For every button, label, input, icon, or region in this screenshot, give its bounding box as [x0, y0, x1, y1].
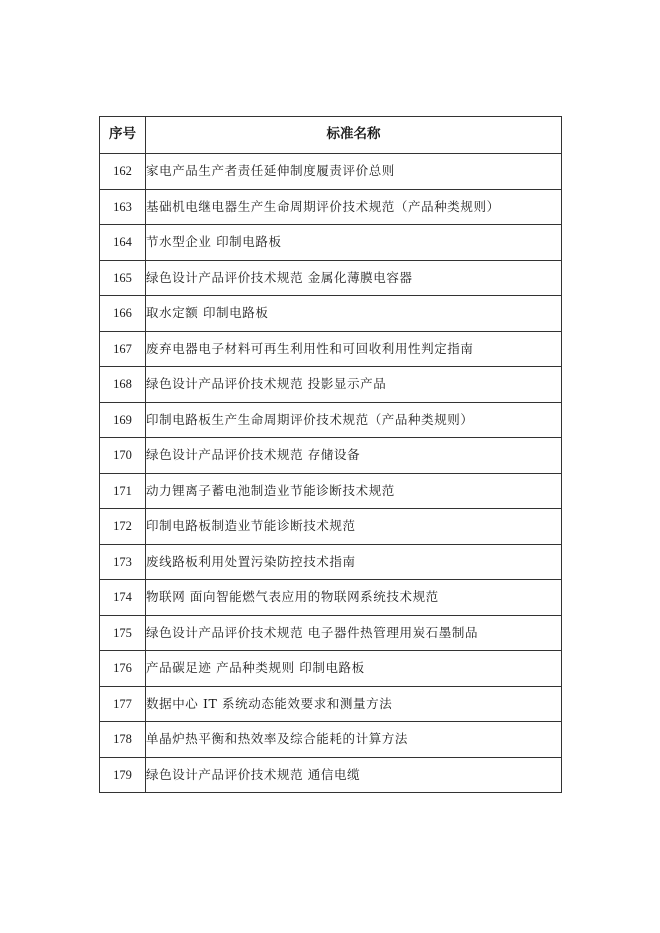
row-standard-name: 取水定额 印制电路板 — [146, 296, 562, 332]
table-row — [100, 189, 562, 225]
header-standard-name: 标准名称 — [146, 117, 562, 154]
table-header-row — [100, 117, 562, 154]
row-serial-number: 163 — [100, 189, 146, 225]
row-serial-number: 162 — [100, 154, 146, 190]
row-standard-name: 印制电路板生产生命周期评价技术规范（产品种类规则） — [146, 402, 562, 438]
row-standard-name: 绿色设计产品评价技术规范 金属化薄膜电容器 — [146, 260, 562, 296]
row-standard-name: 家电产品生产者责任延伸制度履责评价总则 — [146, 154, 562, 190]
table-row — [100, 615, 562, 651]
row-serial-number: 169 — [100, 402, 146, 438]
table-row — [100, 402, 562, 438]
row-serial-number: 176 — [100, 651, 146, 687]
table-row — [100, 544, 562, 580]
table-row — [100, 331, 562, 367]
row-serial-number: 167 — [100, 331, 146, 367]
row-standard-name: 基础机电继电器生产生命周期评价技术规范（产品种类规则） — [146, 189, 562, 225]
row-serial-number: 178 — [100, 722, 146, 758]
table-row — [100, 154, 562, 190]
row-serial-number: 175 — [100, 615, 146, 651]
row-standard-name: 动力锂离子蓄电池制造业节能诊断技术规范 — [146, 473, 562, 509]
table-row — [100, 296, 562, 332]
table-row — [100, 757, 562, 793]
table-row — [100, 651, 562, 687]
table-row — [100, 686, 562, 722]
row-serial-number: 172 — [100, 509, 146, 545]
row-serial-number: 165 — [100, 260, 146, 296]
row-serial-number: 164 — [100, 225, 146, 261]
standards-table — [99, 116, 562, 793]
row-serial-number: 170 — [100, 438, 146, 474]
row-standard-name: 绿色设计产品评价技术规范 投影显示产品 — [146, 367, 562, 403]
row-serial-number: 179 — [100, 757, 146, 793]
row-standard-name: 绿色设计产品评价技术规范 电子器件热管理用炭石墨制品 — [146, 615, 562, 651]
row-standard-name: 产品碳足迹 产品种类规则 印制电路板 — [146, 651, 562, 687]
table-row — [100, 225, 562, 261]
table-row — [100, 580, 562, 616]
row-serial-number: 166 — [100, 296, 146, 332]
row-standard-name: 物联网 面向智能燃气表应用的物联网系统技术规范 — [146, 580, 562, 616]
table-row — [100, 473, 562, 509]
row-standard-name: 废线路板利用处置污染防控技术指南 — [146, 544, 562, 580]
row-serial-number: 177 — [100, 686, 146, 722]
table-row — [100, 367, 562, 403]
row-serial-number: 174 — [100, 580, 146, 616]
table-row — [100, 509, 562, 545]
row-standard-name: 绿色设计产品评价技术规范 通信电缆 — [146, 757, 562, 793]
row-standard-name: 单晶炉热平衡和热效率及综合能耗的计算方法 — [146, 722, 562, 758]
row-standard-name: 印制电路板制造业节能诊断技术规范 — [146, 509, 562, 545]
row-serial-number: 171 — [100, 473, 146, 509]
table-row — [100, 438, 562, 474]
table-row — [100, 260, 562, 296]
header-serial-number: 序号 — [100, 117, 146, 154]
row-standard-name: 节水型企业 印制电路板 — [146, 225, 562, 261]
row-standard-name: 绿色设计产品评价技术规范 存储设备 — [146, 438, 562, 474]
table-row — [100, 722, 562, 758]
row-serial-number: 168 — [100, 367, 146, 403]
row-standard-name: 数据中心 IT 系统动态能效要求和测量方法 — [146, 686, 562, 722]
row-standard-name: 废弃电器电子材料可再生利用性和可回收利用性判定指南 — [146, 331, 562, 367]
row-serial-number: 173 — [100, 544, 146, 580]
